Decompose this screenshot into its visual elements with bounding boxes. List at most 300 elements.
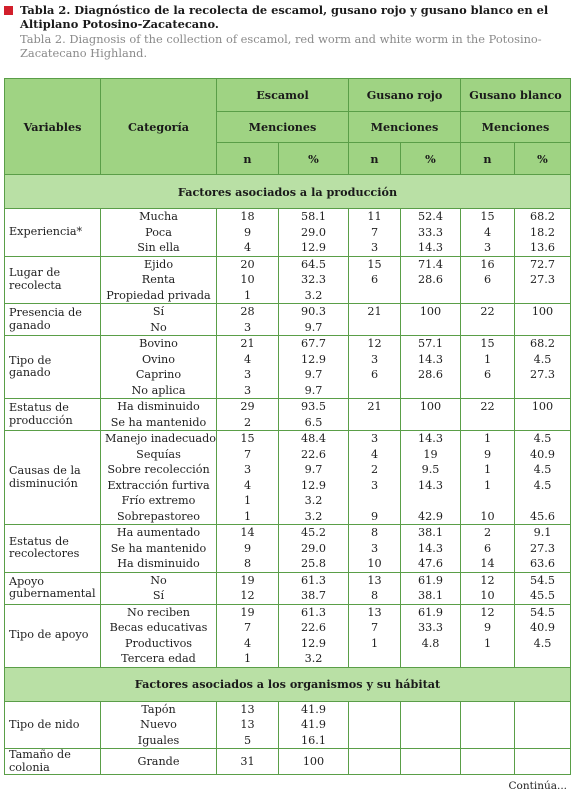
value-text <box>405 733 456 749</box>
value-text: 3.2 <box>304 288 323 302</box>
value-text: 20 <box>240 257 255 271</box>
value-text: 3 <box>370 541 379 555</box>
header-menciones: Menciones <box>217 112 349 143</box>
categoria-label: Becas educativas <box>109 621 208 634</box>
value-cell <box>515 525 571 573</box>
value-cell <box>401 572 461 604</box>
value-text: 13 <box>367 573 382 587</box>
categoria-label: Productivos <box>124 636 193 650</box>
value-text: 63.6 <box>530 557 555 570</box>
value-text: 27.3 <box>530 368 555 381</box>
value-text <box>353 288 396 304</box>
value-text: 4 <box>370 447 379 461</box>
value-cell <box>401 525 461 573</box>
header-escamol: Escamol <box>217 79 349 112</box>
value-text: 3 <box>370 478 379 492</box>
categoria-label: Ha aumentado <box>116 526 201 539</box>
value-cell <box>461 336 515 399</box>
value-text: 4 <box>243 241 252 254</box>
value-cell <box>279 749 349 775</box>
categoria-label: Bovino <box>139 337 178 350</box>
categoria-label: Ejido <box>143 257 174 271</box>
value-text: 3 <box>243 320 252 334</box>
value-text <box>465 754 510 770</box>
value-text: 13.6 <box>530 241 555 254</box>
value-text: 1 <box>243 509 252 523</box>
value-text: 61.3 <box>301 573 326 587</box>
value-text: 54.5 <box>530 605 555 619</box>
value-text <box>465 702 510 718</box>
value-text: 22 <box>480 400 495 413</box>
header-pct: % <box>401 143 461 175</box>
header-menciones: Menciones <box>461 112 571 143</box>
value-text: 45.6 <box>530 509 555 523</box>
value-text: 41.9 <box>301 718 326 731</box>
categoria-cell <box>101 749 217 775</box>
header-n: n <box>217 143 279 175</box>
categoria-cell <box>101 336 217 399</box>
value-cell <box>515 431 571 525</box>
value-cell <box>217 399 279 431</box>
value-text <box>465 717 510 733</box>
value-text: 100 <box>419 305 442 318</box>
value-text <box>519 754 566 770</box>
value-cell <box>279 525 349 573</box>
value-text <box>465 493 510 509</box>
value-text: 6 <box>483 273 492 286</box>
value-cell <box>217 304 279 336</box>
table-row <box>5 431 571 525</box>
value-cell <box>515 209 571 257</box>
variable-cell: Presencia de ganado <box>5 304 101 336</box>
value-text: 14 <box>240 526 255 539</box>
value-cell <box>279 256 349 304</box>
value-text <box>353 651 396 667</box>
value-text: 7 <box>243 447 252 461</box>
value-text: 12 <box>367 337 382 350</box>
value-text: 6.5 <box>304 415 323 429</box>
value-cell <box>279 399 349 431</box>
value-cell <box>515 256 571 304</box>
value-text: 12.9 <box>301 352 326 366</box>
value-text: 10 <box>480 589 495 602</box>
value-cell <box>217 525 279 573</box>
value-text: 21 <box>240 337 255 350</box>
value-cell <box>461 525 515 573</box>
value-text: 9.5 <box>421 463 440 476</box>
value-text: 67.7 <box>301 337 326 350</box>
value-text: 19 <box>240 573 255 587</box>
value-text <box>465 415 510 431</box>
value-cell <box>279 701 349 749</box>
value-text <box>405 383 456 399</box>
value-text <box>353 717 396 733</box>
value-text: 13 <box>367 605 382 619</box>
value-text <box>405 493 456 509</box>
categoria-cell <box>101 572 217 604</box>
categoria-cell <box>101 256 217 304</box>
value-text: 3 <box>243 383 252 397</box>
value-text <box>519 415 566 431</box>
value-cell <box>279 572 349 604</box>
value-text: 21 <box>367 305 382 318</box>
value-text: 3.2 <box>304 652 323 665</box>
value-cell <box>279 604 349 667</box>
categoria-label: Frío extremo <box>121 494 196 507</box>
categoria-cell <box>101 304 217 336</box>
value-text: 9.7 <box>304 320 323 334</box>
value-text: 6 <box>370 368 379 381</box>
value-text: 2 <box>370 463 379 476</box>
table-row <box>5 572 571 604</box>
variable-cell: Causas de la disminución <box>5 431 101 525</box>
value-text: 33.3 <box>418 621 443 634</box>
value-cell <box>401 749 461 775</box>
value-text: 71.4 <box>418 257 443 271</box>
value-text <box>519 733 566 749</box>
section-header: Factores asociados a la producción <box>5 175 571 209</box>
value-cell <box>401 701 461 749</box>
value-text: 48.4 <box>301 432 326 445</box>
categoria-label: Manejo inadecuado <box>105 432 216 445</box>
value-text: 22 <box>480 305 495 318</box>
value-cell <box>515 336 571 399</box>
value-text: 14.3 <box>418 541 443 555</box>
value-text: 10 <box>480 509 495 523</box>
value-text: 9 <box>370 509 379 523</box>
value-text: 2 <box>243 415 252 429</box>
value-text <box>405 754 456 770</box>
categoria-label: Ha disminuido <box>117 557 200 570</box>
value-text: 1 <box>243 288 252 302</box>
section-header: Factores asociados a los organismos y su hábitat <box>5 667 571 701</box>
value-text: 29.0 <box>301 541 326 555</box>
value-text: 18.2 <box>530 225 555 239</box>
value-text: 4 <box>483 225 492 239</box>
variable-cell: Apoyo gubernamental <box>5 572 101 604</box>
table-row <box>5 749 571 775</box>
value-text: 1 <box>483 636 492 650</box>
value-text: 12 <box>480 605 495 619</box>
value-text <box>405 702 456 718</box>
variable-cell: Experiencia* <box>5 209 101 257</box>
value-text <box>353 493 396 509</box>
value-text: 41.9 <box>301 702 326 716</box>
value-text <box>465 651 510 667</box>
value-text: 9 <box>243 541 252 555</box>
value-text: 12.9 <box>301 241 326 254</box>
value-cell <box>515 572 571 604</box>
value-text: 4.5 <box>533 352 552 366</box>
value-text: 25.8 <box>301 557 326 570</box>
categoria-label: Extracción furtiva <box>107 478 210 492</box>
value-text: 4.5 <box>533 478 552 492</box>
categoria-cell <box>101 701 217 749</box>
categoria-cell <box>101 209 217 257</box>
value-text: 31 <box>240 754 255 768</box>
value-text: 21 <box>367 400 382 413</box>
value-text <box>519 702 566 718</box>
value-cell <box>217 604 279 667</box>
value-text: 8 <box>370 526 379 539</box>
value-text: 7 <box>243 621 252 634</box>
categoria-label: No aplica <box>131 383 186 397</box>
header-pct: % <box>515 143 571 175</box>
value-text <box>405 651 456 667</box>
value-text: 14.3 <box>418 432 443 445</box>
value-cell <box>217 431 279 525</box>
value-cell <box>217 209 279 257</box>
value-text: 18 <box>240 210 255 223</box>
value-text: 28.6 <box>418 368 443 381</box>
value-cell <box>461 209 515 257</box>
value-text: 4.5 <box>533 463 552 476</box>
categoria-label: Nuevo <box>140 718 177 731</box>
value-cell <box>217 572 279 604</box>
value-text <box>353 383 396 399</box>
table-row <box>5 701 571 749</box>
categoria-label: Propiedad privada <box>106 288 211 302</box>
value-text: 3 <box>370 432 379 445</box>
value-text: 54.5 <box>530 573 555 587</box>
value-text <box>353 702 396 718</box>
value-text: 12 <box>240 589 255 602</box>
value-text: 15 <box>367 257 382 271</box>
categoria-label: Renta <box>141 273 176 286</box>
value-text: 29 <box>240 400 255 413</box>
categoria-label: No <box>150 320 167 334</box>
value-text: 3 <box>370 241 379 254</box>
value-text: 3.2 <box>304 509 323 523</box>
value-cell <box>461 749 515 775</box>
value-text: 9.7 <box>304 463 323 476</box>
table-row <box>5 304 571 336</box>
value-text: 4 <box>243 636 252 650</box>
value-text: 16.1 <box>301 733 326 747</box>
categoria-label: Poca <box>145 225 172 239</box>
categoria-label: No reciben <box>127 605 190 619</box>
value-text <box>405 288 456 304</box>
value-text: 19 <box>423 447 438 461</box>
value-text <box>405 415 456 431</box>
value-text <box>519 717 566 733</box>
value-text: 47.6 <box>418 557 443 570</box>
header-gusano-rojo: Gusano rojo <box>349 79 461 112</box>
value-cell <box>401 431 461 525</box>
categoria-label: Iguales <box>137 733 180 747</box>
value-cell <box>461 256 515 304</box>
categoria-cell <box>101 399 217 431</box>
value-text: 27.3 <box>530 273 555 286</box>
value-text: 4.8 <box>421 636 440 650</box>
value-text: 4 <box>243 478 252 492</box>
header-variables: Variables <box>5 79 101 175</box>
value-text: 12.9 <box>301 636 326 650</box>
categoria-label: Mucha <box>139 210 178 223</box>
value-cell <box>401 336 461 399</box>
categoria-label: Sequías <box>136 447 181 461</box>
value-text: 15 <box>480 210 495 223</box>
header-pct: % <box>279 143 349 175</box>
value-text: 9 <box>483 447 492 461</box>
value-text: 14.3 <box>418 352 443 366</box>
value-cell <box>461 431 515 525</box>
value-cell <box>349 431 401 525</box>
categoria-cell <box>101 525 217 573</box>
value-text: 3 <box>243 368 252 381</box>
value-cell <box>349 209 401 257</box>
value-text: 14 <box>480 557 495 570</box>
value-text: 100 <box>531 305 554 318</box>
value-text: 61.9 <box>418 573 443 587</box>
value-cell <box>461 701 515 749</box>
value-text: 6 <box>483 541 492 555</box>
value-text: 13 <box>240 702 255 716</box>
header-gusano-blanco: Gusano blanco <box>461 79 571 112</box>
value-text: 4 <box>243 352 252 366</box>
value-text: 28.6 <box>418 273 443 286</box>
value-text: 11 <box>367 210 382 223</box>
value-text: 15 <box>240 432 255 445</box>
value-cell <box>217 256 279 304</box>
value-text: 9.7 <box>304 368 323 381</box>
table-row <box>5 336 571 399</box>
value-text: 58.1 <box>301 210 326 223</box>
value-cell <box>349 256 401 304</box>
value-cell <box>515 304 571 336</box>
value-text: 61.9 <box>418 605 443 619</box>
value-text: 42.9 <box>418 509 443 523</box>
value-cell <box>401 256 461 304</box>
value-text <box>465 383 510 399</box>
value-text <box>465 733 510 749</box>
value-text: 6 <box>370 273 379 286</box>
value-cell <box>349 525 401 573</box>
value-text: 10 <box>367 557 382 570</box>
value-cell <box>515 399 571 431</box>
value-text: 52.4 <box>418 210 443 223</box>
header-menciones: Menciones <box>349 112 461 143</box>
value-text: 10 <box>240 273 255 286</box>
value-cell <box>401 604 461 667</box>
value-text: 64.5 <box>301 257 326 271</box>
value-cell <box>349 399 401 431</box>
value-text: 14.3 <box>418 241 443 254</box>
variable-cell: Tipo de ganado <box>5 336 101 399</box>
value-text <box>353 754 396 770</box>
value-text: 90.3 <box>301 305 326 318</box>
value-cell <box>515 701 571 749</box>
value-cell <box>217 701 279 749</box>
value-text <box>353 733 396 749</box>
value-text: 2 <box>483 526 492 539</box>
value-text: 22.6 <box>301 621 326 634</box>
value-text: 5 <box>243 733 252 747</box>
categoria-label: Sí <box>152 589 165 602</box>
variable-cell: Lugar de recolecta <box>5 256 101 304</box>
value-text <box>405 320 456 336</box>
value-text: 9 <box>243 225 252 239</box>
value-text: 57.1 <box>418 337 443 350</box>
value-text: 1 <box>483 352 492 366</box>
value-text: 14.3 <box>418 478 443 492</box>
categoria-label: Caprino <box>135 368 182 381</box>
value-text: 100 <box>531 400 554 413</box>
categoria-label: Ha disminuido <box>117 400 200 413</box>
categoria-label: Ovino <box>141 352 175 366</box>
value-text: 3.2 <box>304 494 323 507</box>
value-text: 1 <box>370 636 379 650</box>
value-text <box>465 320 510 336</box>
value-text: 28 <box>240 305 255 318</box>
value-text: 6 <box>483 368 492 381</box>
categoria-label: Sobre recolección <box>107 463 210 476</box>
value-cell <box>349 701 401 749</box>
header-n: n <box>349 143 401 175</box>
variable-cell: Estatus de recolectores <box>5 525 101 573</box>
value-text: 27.3 <box>530 541 555 555</box>
value-text: 38.1 <box>418 589 443 602</box>
value-text: 45.5 <box>530 589 555 602</box>
value-text <box>519 383 566 399</box>
caption-english: Tabla 2. Diagnosis of the collection of escamol, red worm and white worm in the Potosino-Zacatecano Highland. <box>20 32 542 60</box>
caption-spanish: Tabla 2. Diagnóstico de la recolecta de escamol, gusano rojo y gusano blanco en el Altiplano Potosino-Zacatecano. <box>20 3 549 31</box>
value-text: 3 <box>243 463 252 476</box>
categoria-label: Se ha mantenido <box>110 415 207 429</box>
value-cell <box>349 336 401 399</box>
value-text: 13 <box>240 718 255 731</box>
value-text: 22.6 <box>301 447 326 461</box>
value-text: 3 <box>370 352 379 366</box>
continua-note: Continúa... <box>508 780 567 792</box>
variable-cell: Estatus de producción <box>5 399 101 431</box>
value-text: 29.0 <box>301 225 326 239</box>
value-cell <box>461 604 515 667</box>
categoria-label: Sin ella <box>137 241 180 254</box>
value-text: 7 <box>370 225 379 239</box>
value-cell <box>401 209 461 257</box>
value-cell <box>461 304 515 336</box>
value-text: 72.7 <box>530 257 555 271</box>
diagnosis-table <box>4 78 571 775</box>
value-cell <box>349 304 401 336</box>
value-text <box>405 717 456 733</box>
variable-cell: Tipo de apoyo <box>5 604 101 667</box>
table-row <box>5 525 571 573</box>
value-cell <box>279 336 349 399</box>
value-text: 3 <box>483 241 492 254</box>
value-cell <box>349 604 401 667</box>
value-text <box>353 415 396 431</box>
value-text <box>519 320 566 336</box>
value-text: 8 <box>370 589 379 602</box>
value-text: 100 <box>419 400 442 413</box>
value-text: 1 <box>483 463 492 476</box>
value-cell <box>279 209 349 257</box>
categoria-label: Tapón <box>141 702 176 716</box>
categoria-label: No <box>150 573 167 587</box>
variable-cell: Tamaño de colonia <box>5 749 101 775</box>
value-cell <box>401 304 461 336</box>
value-text: 100 <box>302 754 325 768</box>
categoria-label: Sí <box>152 305 165 318</box>
value-cell <box>217 749 279 775</box>
value-text <box>519 493 566 509</box>
value-text: 93.5 <box>301 400 326 413</box>
value-cell <box>349 749 401 775</box>
categoria-label: Grande <box>137 754 180 768</box>
variable-cell: Tipo de nido <box>5 701 101 749</box>
